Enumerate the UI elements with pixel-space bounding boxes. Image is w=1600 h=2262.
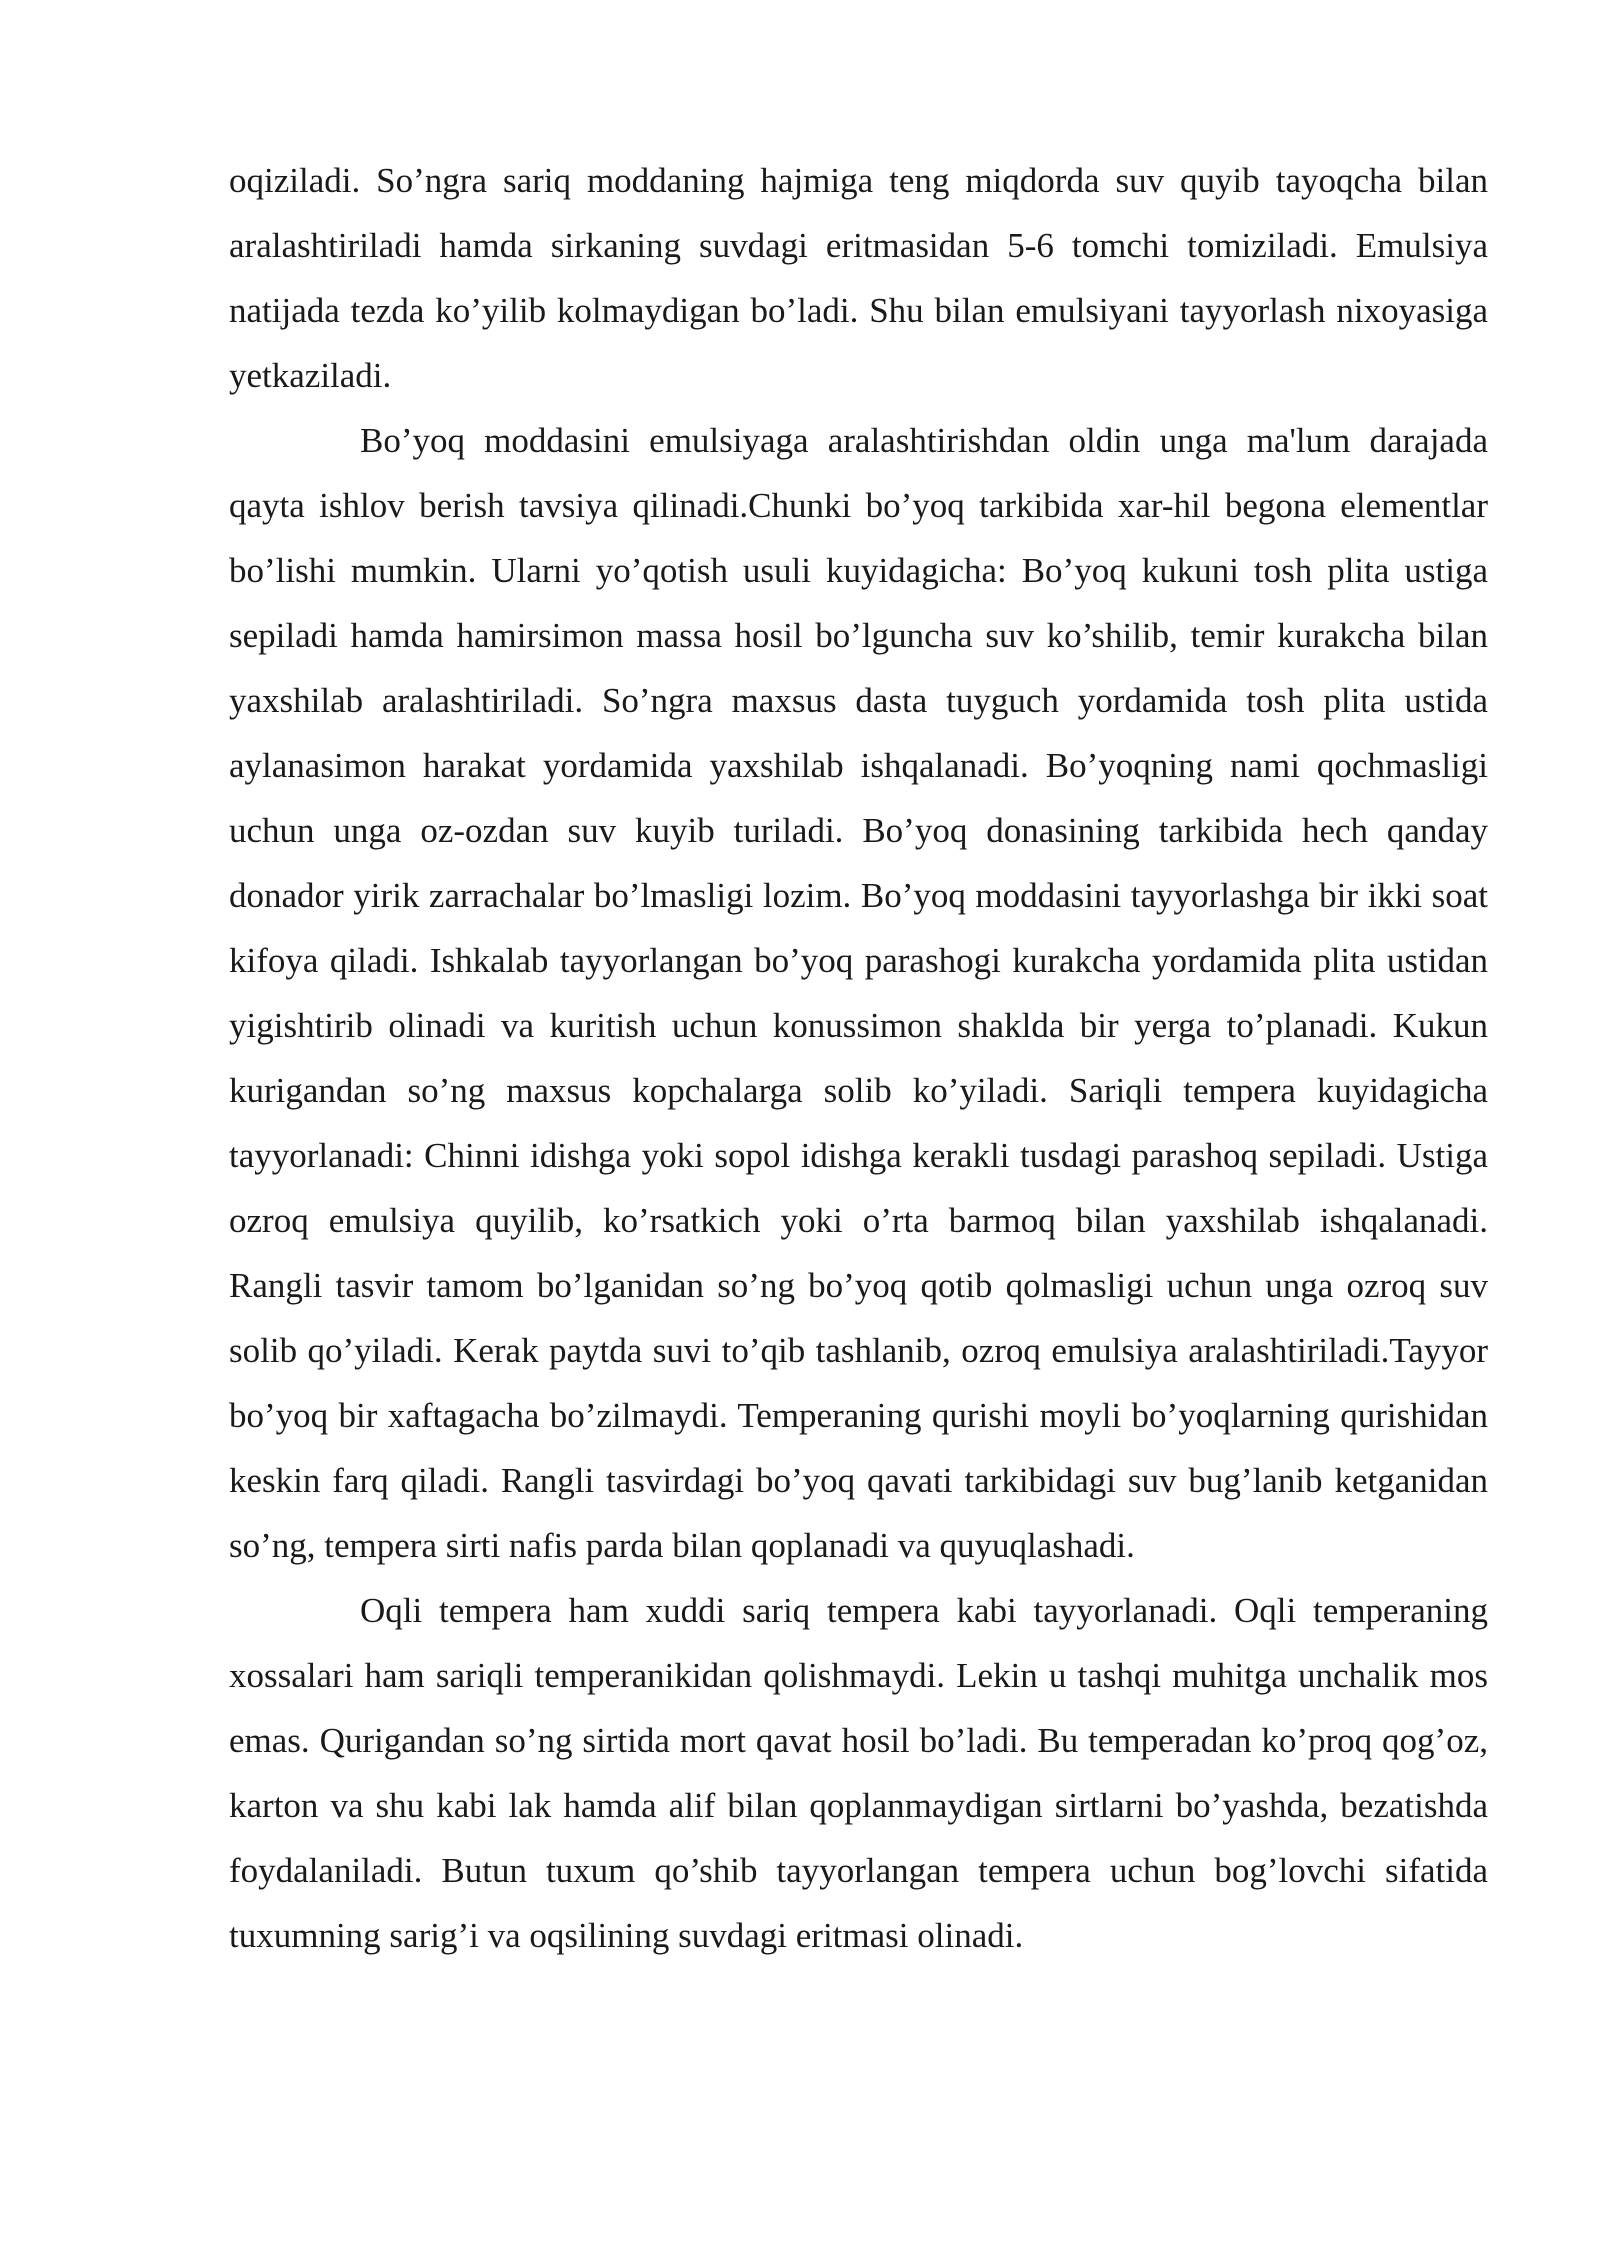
paragraph-3: Oqli tempera ham xuddi sariq tempera kabi tayyorlanadi. Oqli temperaning xossalari ham sariqli temperanikidan qolishmaydi. Lekin u tashqi muhitga unchalik mos emas. Qurigandan so’ng sirtida mort qavat hosil bo’ladi. Bu temperadan ko’proq qog’oz, karton va shu kabi lak hamda alif bilan qoplanmaydigan sirtlarni bo’yashda, bezatishda foydalaniladi. Butun tuxum qo’shib tayyorlangan tempera uchun bog’lovchi sifatida tuxumning sarig’i va oqsilining suvdagi eritmasi olinadi. xyxy=(229,1591,1488,1955)
paragraph-2: Bo’yoq moddasini emulsiyaga aralashtirishdan oldin unga ma'lum darajada qayta ishlov berish tavsiya qilinadi.Chunki bo’yoq tarkibida xar-hil begona elementlar bo’lishi mumkin. Ularni yo’qotish usuli kuyidagicha: Bo’yoq kukuni tosh plita ustiga sepiladi hamda hamirsimon massa hosil bo’lguncha suv ko’shilib, temir kurakcha bilan yaxshilab aralashtiriladi. So’ngra maxsus dasta tuyguch yordamida tosh plita ustida aylanasimon harakat yordamida yaxshilab ishqalanadi. Bo’yoqning nami qochmasligi uchun unga oz-ozdan suv kuyib turiladi. Bo’yoq donasining tarkibida hech qanday donador yirik zarrachalar bo’lmasligi lozim. Bo’yoq moddasini tayyorlashga bir ikki soat kifoya qiladi. Ishkalab tayyorlangan bo’yoq parashogi kurakcha yordamida plita ustidan yigishtirib olinadi va kuritish uchun konussimon shaklda bir yerga to’planadi. Kukun kurigandan so’ng maxsus kopchalarga solib ko’yiladi. Sariqli tempera kuyidagicha tayyorlanadi: Chinni idishga yoki sopol idishga kerakli tusdagi parashoq sepiladi. Ustiga ozroq emulsiya quyilib, ko’rsatkich yoki o’rta barmoq bilan yaxshilab ishqalanadi. Rangli tasvir tamom bo’lganidan so’ng bo’yoq qotib qolmasligi uchun unga ozroq suv solib qo’yiladi. Kerak paytda suvi to’qib tashlanib, ozroq emulsiya aralashtiriladi.Tayyor bo’yoq bir xaftagacha bo’zilmaydi. Temperaning qurishi moyli bo’yoqlarning qurishidan keskin farq qiladi. Rangli tasvirdagi bo’yoq qavati tarkibidagi suv bug’lanib ketganidan so’ng, tempera sirti nafis parda bilan qoplanadi va quyuqlashadi. xyxy=(229,421,1488,1565)
document-body xyxy=(229,148,1488,1968)
paragraph-1: oqiziladi. So’ngra sariq moddaning hajmiga teng miqdorda suv quyib tayoqcha bilan aralashtiriladi hamda sirkaning suvdagi eritmasidan 5-6 tomchi tomiziladi. Emulsiya natijada tezda ko’yilib kolmaydigan bo’ladi. Shu bilan emulsiyani tayyorlash nixoyasiga yetkaziladi. xyxy=(229,161,1488,395)
